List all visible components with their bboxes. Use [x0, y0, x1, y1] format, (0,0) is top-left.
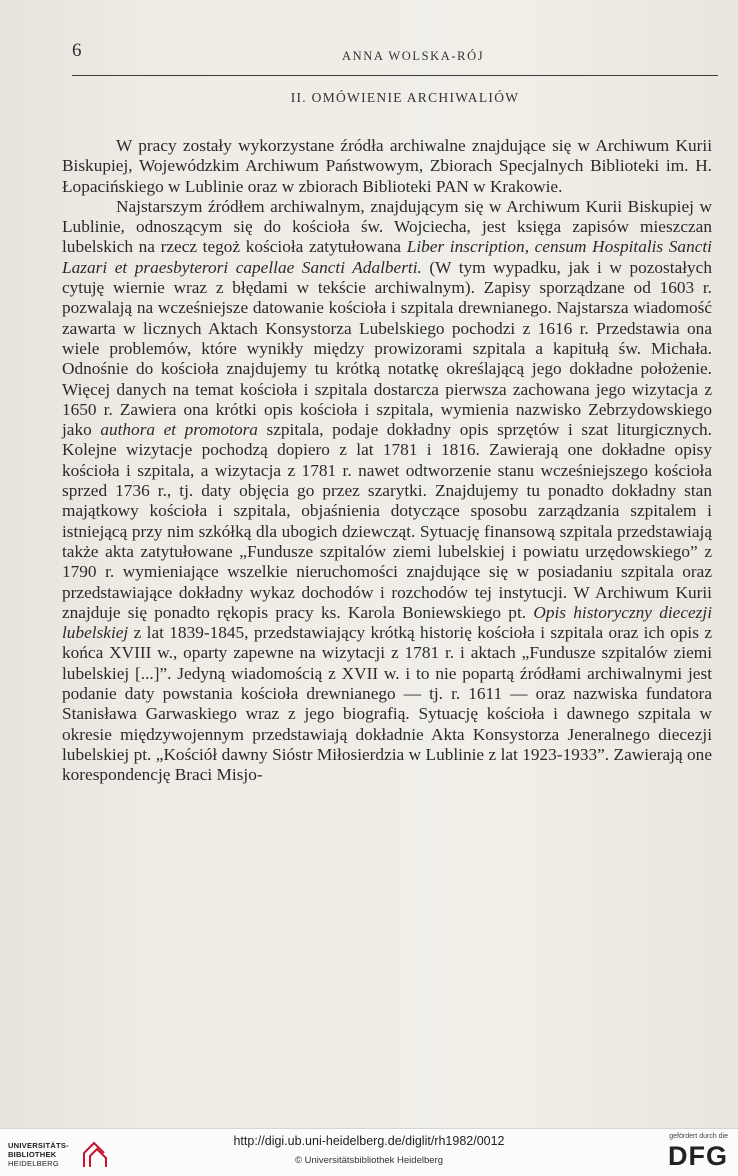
- text-run: z lat 1839-1845, przedstawiający krótką historię kościoła i szpitala oraz ich opis z końca XVIII w., oparty zapewne na wizytacji z 1781 r. i aktach „Fundusze szpitalów ziemi lubelskiej [...]”. Jedyną wiadomością z XVII w. i to nie popartą źródłami archiwalnymi jest podanie daty powstania kościoła drewnianego — tj. r. 1611 — oraz nazwiska fundatora Stanisława Garwaskiego wraz z jego biografią. Sytuację kościoła i dawnego szpitala w okresie międzywojennym przedstawiają dokładnie Akta Konsystorza Jeneralnego diecezji lubelskiej pt. „Kościół dawny Sióstr Miłosierdzia w Lublinie z lat 1923-1933”. Zawierają one korespondencję Braci Misjo-: [62, 623, 712, 785]
- paragraph-2: [62, 197, 712, 786]
- body-text: [62, 122, 712, 786]
- text-run: W pracy zostały wykorzystane źródła archiwalne znajdujące się w Archiwum Kurii Biskupiej, Wojewódzkim Archiwum Państwowym, Zbiorach Specjalnych Biblioteki im. H. Łopacińskiego w Lublinie oraz w zbiorach Biblioteki PAN w Krakowie.: [62, 136, 712, 196]
- page-header: [72, 40, 718, 70]
- institution-line-3: HEIDELBERG: [8, 1159, 59, 1169]
- dfg-logo[interactable]: [648, 1133, 728, 1173]
- text-run: (W tym wypadku, jak i w pozostałych cytuję wiernie wraz z błędami w tekście archiwalnym). Zapisy sporządzane od 1603 r. pozwalają na wcześniejsze datowanie kościoła i szpitala drewnianego. Najstarsza wiadomość zawarta w licznych Aktach Konsystorza Lubelskiego pochodzi z 1616 r. Przedstawia ona wiele problemów, które wynikły między prowizorami szpitala a kapitułą św. Michała. Odnośnie do kościoła znajdujemy tu krótką notatkę określającą jego dokładne położenie. Więcej danych na temat kościoła i szpitala dostarcza pierwsza zachowana jego wizytacja z 1650 r. Zawiera ona krótki opis kościoła i szpitala, wymienia nazwisko Zebrzydowskiego jako: [62, 257, 712, 440]
- institution-line-2: BIBLIOTHEK: [8, 1150, 57, 1160]
- text-run: Najstarszym źródłem archiwalnym, znajdującym się w Archiwum Kurii Biskupiej w Lublinie, odnoszącym się do kościoła św. Wojciecha, jest księga zapisów mieszczan lubelskich na rzecz tegoż kościoła zatytułowana: [62, 196, 712, 257]
- dfg-wordmark: DFG: [668, 1141, 728, 1171]
- section-title: II. OMÓWIENIE ARCHIWALIÓW: [290, 90, 520, 105]
- institution-line-1: UNIVERSITÄTS-: [8, 1141, 69, 1150]
- page-number: 6: [72, 40, 82, 61]
- copyright-notice: © Universitätsbibliothek Heidelberg: [295, 1155, 443, 1166]
- paragraph-1: [62, 136, 712, 197]
- viewer-footer: [0, 1128, 738, 1176]
- header-rule: [72, 75, 718, 76]
- italic-title-run: Liber inscription, censum Hospitalis Sancti Lazari et praesbyterori capellae Sancti Adalberti.: [62, 237, 712, 277]
- text-run: szpitala, podaje dokładny opis sprzętów i szat liturgicznych. Kolejne wizytacje pochodzą dopiero z lat 1781 i 1816. Zawierają one dokładne opisy kościoła i szpitala, a wizytacja z 1781 r. nawet odtworzenie stanu wcześniejszego kościoła sprzed 1736 r., tj. daty objęcia go przez szarytki. Znajdujemy tu ponadto dokładny stan majątkowy kościoła i szpitala, objaśnienia dotyczące sposobu zarządzania szpitalem i istniejącą przy nim szkółką dla ubogich dziewcząt. Sytuację finansową szpitala przedstawiają także akta zatytułowane „Fundusze szpitalów ziemi lubelskiej i powiatu urzędowskiego” z 1790 r. wymieniające wszelkie nieruchomości znajdujące się w posiadaniu szpitala oraz przedstawiające dokładny wykaz dochodów i rozchodów tej instytucji. W Archiwum Kurii znajduje się ponadto rękopis pracy ks. Karola Boniewskiego pt.: [62, 420, 712, 622]
- funder-note: gefördert durch die: [669, 1133, 728, 1140]
- running-head: ANNA WOLSKA-RÓJ: [342, 49, 485, 63]
- italic-title-run: Opis historyczny diecezji lubelskiej: [62, 602, 713, 643]
- permalink-url[interactable]: http://digi.ub.uni-heidelberg.de/diglit/rh1982/0012: [233, 1134, 505, 1148]
- italic-title-run: authora et promotora: [100, 420, 258, 440]
